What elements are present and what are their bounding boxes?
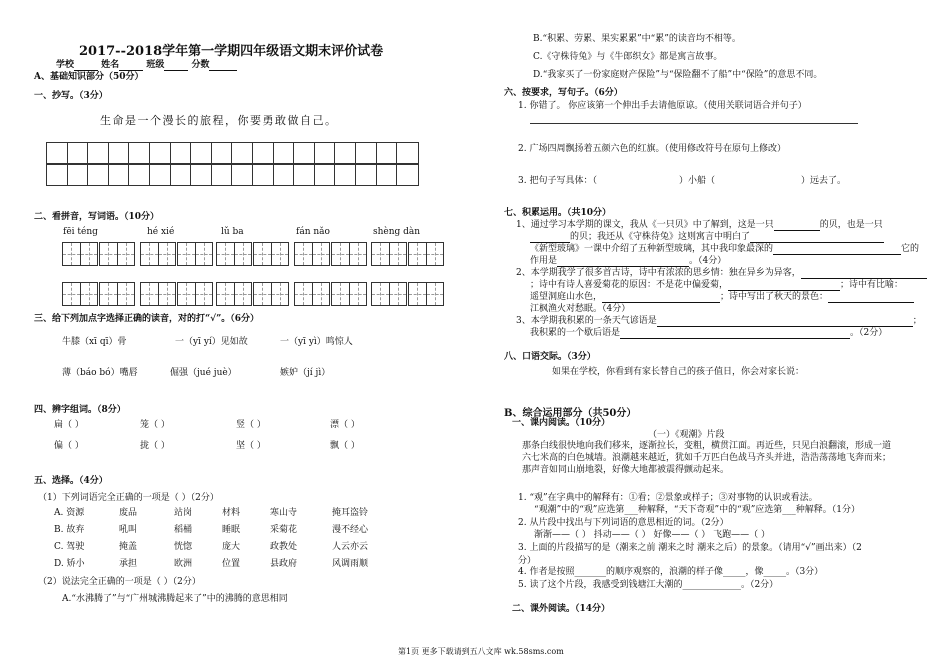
option-a-w3: 站岗 bbox=[174, 508, 193, 518]
reading-q3: 3. 上面的片段描写的是（潮来之前 潮来之时 潮来之后）的景象。（请用“√”画出来）（2 bbox=[518, 543, 862, 553]
q6-s2: 2. 广场四周飘扬着五颜六色的红旗。（使用修改符号在原句上修改） bbox=[518, 144, 786, 154]
phonetic-3: 一（yī yì）鸣惊人 bbox=[280, 337, 353, 347]
q7-l1a: 1、通过学习本学期的课文，我从《一只贝》中了解到，这是一只 bbox=[516, 220, 774, 230]
passage-line-2: 六七米高的白色城墙。浪潮越来越近，犹如千万匹白色战马齐头并进，浩浩荡荡地飞奔而来； bbox=[522, 453, 892, 463]
option-b-w6: 漫不经心 bbox=[332, 525, 369, 535]
tianzige-8[interactable] bbox=[216, 282, 290, 306]
copy-sentence: 生命是一个漫长的旅程，你要勇敢做自己。 bbox=[100, 114, 338, 127]
option-a-w5: 寒山寺 bbox=[270, 508, 298, 518]
option-b-w1: B. 故弃 bbox=[54, 525, 85, 535]
footer: 第1页 更多下载请到五八文库 wk.58sms.com bbox=[398, 647, 564, 656]
option-d-w4: 位置 bbox=[222, 559, 241, 569]
q3-heading: 三、给下列加点字选择正确的读音，对的打“√”。（6分） bbox=[34, 314, 260, 324]
q5-sub1: （1）下列词语完全正确的一项是（ ）（2分） bbox=[38, 493, 219, 503]
q2-heading: 二、看拼音，写词语。（10分） bbox=[34, 212, 160, 222]
q5-opt-d[interactable]: D.“我家买了一份家庭财产保险”与“保险翻不了船”中“保险”的意思不同。 bbox=[533, 70, 823, 80]
word-pair-8: 飘（ ） bbox=[330, 441, 360, 451]
part-a-heading: A、基础知识部分（50分） bbox=[34, 72, 144, 82]
tianzige-7[interactable] bbox=[140, 282, 214, 306]
option-c-w5: 政教处 bbox=[270, 542, 298, 552]
option-c-w6: 人云亦云 bbox=[332, 542, 369, 552]
tianzige-6[interactable] bbox=[62, 282, 136, 306]
option-c-w1: C. 驾驶 bbox=[54, 542, 85, 552]
q7-line3 bbox=[530, 244, 919, 255]
phonetic-2: 一（yī yí）见如故 bbox=[175, 337, 248, 347]
q7-line7 bbox=[530, 292, 914, 303]
q7-l9: 3、本学期我积累的一条天气谚语是 bbox=[516, 316, 657, 326]
option-b-w4: 睡眠 bbox=[222, 525, 241, 535]
passage-line-3: 那声音如同山崩地裂，好像大地都被震得颤动起来。 bbox=[522, 465, 730, 475]
reading-q1b: “观潮”中的“观”应选第___种解释，“天下奇观”中的“观”应选第___种解释。（1分） bbox=[534, 505, 861, 515]
option-a-w1: A. 资源 bbox=[54, 508, 85, 518]
tianzige-4[interactable] bbox=[294, 242, 368, 266]
info-name: 姓名 bbox=[101, 60, 120, 70]
option-a-w2: 废品 bbox=[119, 508, 138, 518]
info-school: 学校 bbox=[56, 60, 75, 70]
option-c-w4: 庞大 bbox=[222, 542, 241, 552]
tianzige-3[interactable] bbox=[216, 242, 290, 266]
q7-line6 bbox=[530, 280, 903, 291]
pinyin-5: shèng dàn bbox=[373, 227, 421, 237]
option-d-w3: 欧洲 bbox=[174, 559, 193, 569]
reading-q1: 1. “观”在字典中的解释有：①看；②景象或样子；③对事物的认识或看法。 bbox=[518, 493, 818, 503]
q7-line1 bbox=[516, 220, 883, 231]
reading-q2: 2. 从片段中找出与下列词语的意思相近的词。（2分） bbox=[518, 518, 729, 528]
q7-l4b: 。（4分） bbox=[689, 256, 727, 266]
q6-s3-part2: ）小船（ bbox=[678, 176, 715, 186]
q6-s3-part1: 3. 把句子写具体：（ bbox=[518, 176, 597, 186]
q7-l6a: ；诗中有诗人喜爱菊花的原因：不是花中偏爱菊， bbox=[530, 280, 729, 290]
q7-line8: 江枫渔火对愁眠。（4分） bbox=[530, 304, 631, 314]
option-d-w1: D. 矫小 bbox=[54, 559, 85, 569]
q7-line5 bbox=[516, 268, 927, 279]
info-class: 班级 bbox=[146, 60, 165, 70]
pinyin-4: fán nǎo bbox=[296, 227, 330, 237]
word-pair-5: 偏（ ） bbox=[54, 441, 84, 451]
q7-l2: 的贝；我还从《守株待兔》这则寓言中明白了 bbox=[570, 232, 751, 242]
q7-l1b: 的贝，也是一只 bbox=[819, 220, 883, 230]
copy-grid-row-1[interactable] bbox=[46, 142, 419, 164]
q6-s1: 1. 你错了。 你应该第一个伸出手去请他原谅。（使用关联词语合并句子） bbox=[518, 101, 807, 111]
pinyin-1: fēi téng bbox=[63, 227, 98, 237]
q8-heading: 八、口语交际。（3分） bbox=[504, 352, 596, 362]
q5-opt-c[interactable]: C.《守株待兔》与《牛郎织女》都是寓言故事。 bbox=[533, 52, 723, 62]
word-pair-2: 笼（ ） bbox=[140, 420, 170, 430]
part-b-heading: B、综合运用部分（共50分） bbox=[504, 408, 637, 419]
q7-l7a: 遥望洞庭山水色， bbox=[530, 292, 603, 302]
option-b-w3: 稻桶 bbox=[174, 525, 193, 535]
word-pair-1: 扁（ ） bbox=[54, 420, 84, 430]
phonetic-1: 牛膝（xī qī）骨 bbox=[62, 337, 127, 347]
option-c-w3: 恍惚 bbox=[174, 542, 193, 552]
q5-opt-a[interactable]: A.“水沸腾了”与“广州城沸腾起来了”中的沸腾的意思相同 bbox=[62, 594, 288, 604]
passage-title: （一）《观潮》片段 bbox=[648, 430, 725, 440]
tianzige-9[interactable] bbox=[294, 282, 368, 306]
copy-grid-row-2[interactable] bbox=[46, 164, 419, 186]
q7-heading: 七、积累运用。（共10分） bbox=[504, 208, 612, 218]
q7-l6b: ；诗中有比喻： bbox=[840, 280, 904, 290]
q7-l7b: ；诗中写出了秋天的景色： bbox=[720, 292, 829, 302]
word-pair-7: 坚（ ） bbox=[236, 441, 266, 451]
q5-opt-b[interactable]: B.“积累、劳累、果实累累”中“累”的读音均不相等。 bbox=[533, 34, 741, 44]
reading-q5: 5. 读了这个片段，我感受到钱塘江大潮的_____________。（2分） bbox=[518, 580, 779, 590]
info-score: 分数 bbox=[191, 60, 210, 70]
option-c-w2: 掩盖 bbox=[119, 542, 138, 552]
q7-l5: 2、本学期我学了很多首古诗，诗中有浓浓的思乡情：独在异乡为异客， bbox=[516, 268, 801, 278]
q7-line9: 3、本学期我积累的一条天气谚语是 ； bbox=[516, 316, 922, 326]
option-b-w2: 吼叫 bbox=[119, 525, 138, 535]
passage-line-1: 那条白线很快地向我们移来，逐渐拉长，变粗，横贯江面。再近些，只见白浪翻滚，形成一道 bbox=[522, 441, 892, 451]
q7-l3b: 它的 bbox=[901, 244, 920, 254]
q6-heading: 六、按要求，写句子。（6分） bbox=[504, 88, 623, 98]
option-b-w5: 采菊花 bbox=[270, 525, 298, 535]
phonetic-6: 嫉妒（jí jì） bbox=[280, 368, 331, 378]
option-a-w4: 材料 bbox=[222, 508, 241, 518]
q6-s3 bbox=[518, 176, 846, 187]
q7-line4 bbox=[530, 256, 726, 267]
reading-sub1: 一、课内阅读。（10分） bbox=[512, 418, 611, 428]
tianzige-2[interactable] bbox=[140, 242, 214, 266]
q7-line10 bbox=[530, 328, 887, 339]
reading-sub2: 二、课外阅读。（14分） bbox=[512, 604, 611, 614]
student-info-row bbox=[56, 60, 237, 71]
option-a-w6: 掩耳盗铃 bbox=[332, 508, 369, 518]
q5-sub2: （2）说法完全正确的一项是（ ）（2分） bbox=[38, 577, 201, 587]
q5-heading: 五、选择。（4分） bbox=[34, 476, 108, 486]
page-title: 2017--2018学年第一学期四年级语文期末评价试卷 bbox=[79, 44, 384, 59]
q7-l3a: 《新型玻璃》一课中介绍了五种新型玻璃，其中我印象最深的 bbox=[530, 244, 774, 254]
q7-l4a: 作用是 bbox=[530, 256, 558, 266]
phonetic-5: 倔强（jué juè） bbox=[170, 368, 237, 378]
q7-l10a: 我积累的一个歇后语是 bbox=[530, 328, 621, 338]
option-d-w5: 县政府 bbox=[270, 559, 298, 569]
q7-l10b: 。（2分） bbox=[850, 328, 888, 338]
word-pair-3: 竖（ ） bbox=[236, 420, 266, 430]
option-d-w2: 承担 bbox=[119, 559, 138, 569]
word-pair-4: 漂（ ） bbox=[330, 420, 360, 430]
phonetic-4: 薄（báo bó）嘴唇 bbox=[62, 368, 138, 378]
word-pair-6: 拢（ ） bbox=[140, 441, 170, 451]
tianzige-5[interactable] bbox=[371, 242, 445, 266]
tianzige-1[interactable] bbox=[62, 242, 136, 266]
q6-s3-part3: ）远去了。 bbox=[800, 176, 846, 186]
q1-heading: 一、抄写。（3分） bbox=[34, 91, 108, 101]
option-d-w6: 风调雨顺 bbox=[332, 559, 369, 569]
reading-q4: 4. 作者是按照_______的顺序观察的，浪潮的样子像_____，像_____。（3分） bbox=[518, 567, 824, 577]
q7-line2 bbox=[530, 232, 884, 243]
pinyin-3: lǔ ba bbox=[221, 227, 244, 237]
q8-text: 如果在学校，你看到有家长替自己的孩子值日，你会对家长说： bbox=[552, 367, 805, 377]
q4-heading: 四、辨字组词。（8分） bbox=[34, 405, 126, 415]
pinyin-2: hé xié bbox=[147, 227, 175, 237]
tianzige-10[interactable] bbox=[371, 282, 445, 306]
reading-q2b: 渐渐——（ ） 抖动——（ ） 好像——（ ） 飞跑——（ ） bbox=[534, 530, 771, 540]
answer-line-q6-1[interactable] bbox=[530, 123, 858, 124]
reading-q3b: 分） bbox=[518, 556, 537, 566]
